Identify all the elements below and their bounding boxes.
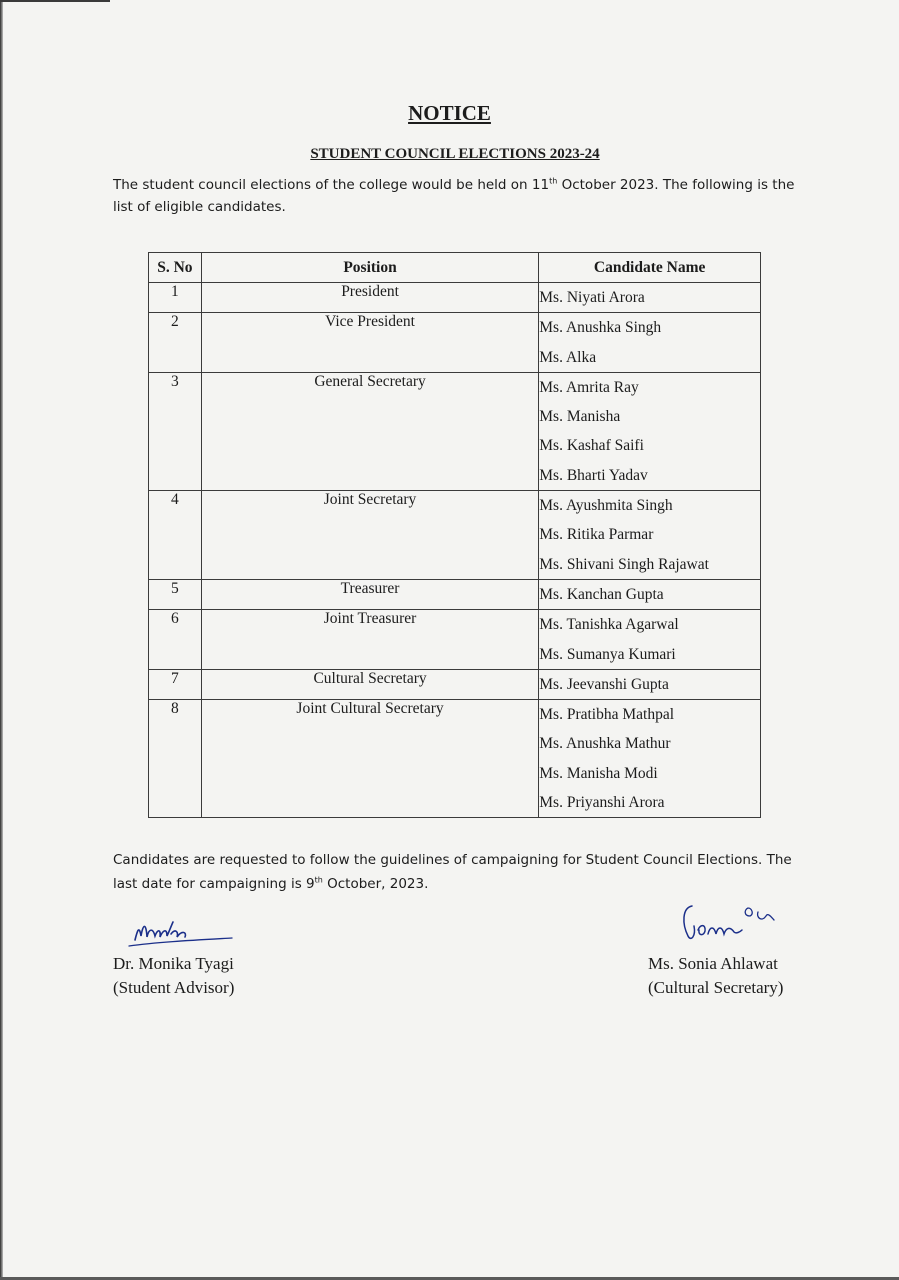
- cell-sno: 3: [149, 372, 202, 490]
- candidate-name: Ms. Bharti Yadav: [539, 466, 648, 484]
- candidate-name: Ms. Sumanya Kumari: [539, 645, 676, 663]
- candidate-name: Ms. Anushka Singh: [539, 319, 662, 337]
- candidate-name: Ms. Kanchan Gupta: [539, 585, 664, 603]
- cell-position: Cultural Secretary: [201, 669, 538, 699]
- cell-candidates: [539, 610, 761, 670]
- notice-title: NOTICE: [408, 101, 491, 125]
- scan-edge-top: [0, 0, 110, 2]
- intro-paragraph: [113, 174, 813, 218]
- table-header-row: [149, 253, 761, 283]
- table-row: [149, 669, 761, 699]
- cell-sno: 6: [149, 610, 202, 670]
- cell-position: Treasurer: [201, 579, 538, 609]
- candidates-table: [148, 252, 761, 818]
- cell-position: Vice President: [201, 313, 538, 373]
- candidate-name: Ms. Kashaf Saifi: [539, 437, 644, 455]
- cell-position: General Secretary: [201, 372, 538, 490]
- cell-candidates: [539, 669, 761, 699]
- table-row: [149, 610, 761, 670]
- candidate-name: Ms. Niyati Arora: [539, 289, 645, 306]
- candidate-name: Ms. Anushka Mathur: [539, 735, 671, 753]
- cell-candidates: [539, 372, 761, 490]
- signatory-right-role: (Cultural Secretary): [648, 978, 784, 997]
- cell-sno: 8: [149, 700, 202, 818]
- candidate-name: Ms. Amrita Ray: [539, 378, 639, 396]
- candidate-name: Ms. Manisha: [539, 408, 621, 426]
- header-sno: S. No: [149, 253, 202, 283]
- candidate-name: Ms. Priyanshi Arora: [539, 794, 665, 812]
- signatory-left: [113, 910, 237, 1000]
- intro-date-suffix: th: [549, 176, 558, 186]
- candidate-name: Ms. Pratibha Mathpal: [539, 706, 675, 724]
- cell-sno: 2: [149, 313, 202, 373]
- cell-position: Joint Treasurer: [201, 610, 538, 670]
- signatory-left-name: Dr. Monika Tyagi: [113, 954, 234, 973]
- table-row: [149, 283, 761, 313]
- scan-edge-left: [0, 0, 3, 1280]
- intro-text-end: October 2023. The following is the list of eligible candidates.: [113, 177, 795, 215]
- header-candidate-name: Candidate Name: [539, 253, 761, 283]
- candidate-name: Ms. Alka: [539, 348, 597, 366]
- signatory-right: [648, 896, 788, 1000]
- closing-text-start: Candidates are requested to follow the guidelines of campaigning for Student Council Elections. The last date for campaigning is 9: [113, 852, 792, 892]
- cell-sno: 4: [149, 491, 202, 580]
- table-row: [149, 491, 761, 580]
- cell-position: Joint Secretary: [201, 491, 538, 580]
- table-row: [149, 579, 761, 609]
- table-row: [149, 700, 761, 818]
- cell-candidates: [539, 700, 761, 818]
- signature-monika: [127, 910, 237, 950]
- cell-candidates: [539, 283, 761, 313]
- cell-candidates: [539, 313, 761, 373]
- cell-candidates: [539, 491, 761, 580]
- candidate-name: Ms. Ritika Parmar: [539, 526, 654, 544]
- signature-sonia: [678, 896, 788, 948]
- candidate-name: Ms. Jeevanshi Gupta: [539, 675, 669, 693]
- candidate-name: Ms. Ayushmita Singh: [539, 497, 673, 515]
- intro-text-start: The student council elections of the college would be held on 11: [113, 177, 550, 193]
- cell-position: Joint Cultural Secretary: [201, 700, 538, 818]
- notice-subtitle: STUDENT COUNCIL ELECTIONS 2023-24: [310, 146, 600, 162]
- candidate-name: Ms. Manisha Modi: [539, 764, 658, 782]
- table-row: [149, 313, 761, 373]
- candidates-table-body: [149, 283, 761, 818]
- cell-sno: 5: [149, 579, 202, 609]
- cell-sno: 1: [149, 283, 202, 313]
- closing-text-end: October, 2023.: [322, 876, 429, 892]
- cell-position: President: [201, 283, 538, 313]
- header-position: Position: [201, 253, 538, 283]
- cell-sno: 7: [149, 669, 202, 699]
- candidate-name: Ms. Tanishka Agarwal: [539, 616, 679, 634]
- signatory-right-name: Ms. Sonia Ahlawat: [648, 954, 778, 973]
- table-row: [149, 372, 761, 490]
- candidate-name: Ms. Shivani Singh Rajawat: [539, 555, 709, 573]
- closing-paragraph: [113, 848, 813, 896]
- closing-date-suffix: th: [314, 875, 323, 885]
- signatory-left-role: (Student Advisor): [113, 978, 235, 997]
- cell-candidates: [539, 579, 761, 609]
